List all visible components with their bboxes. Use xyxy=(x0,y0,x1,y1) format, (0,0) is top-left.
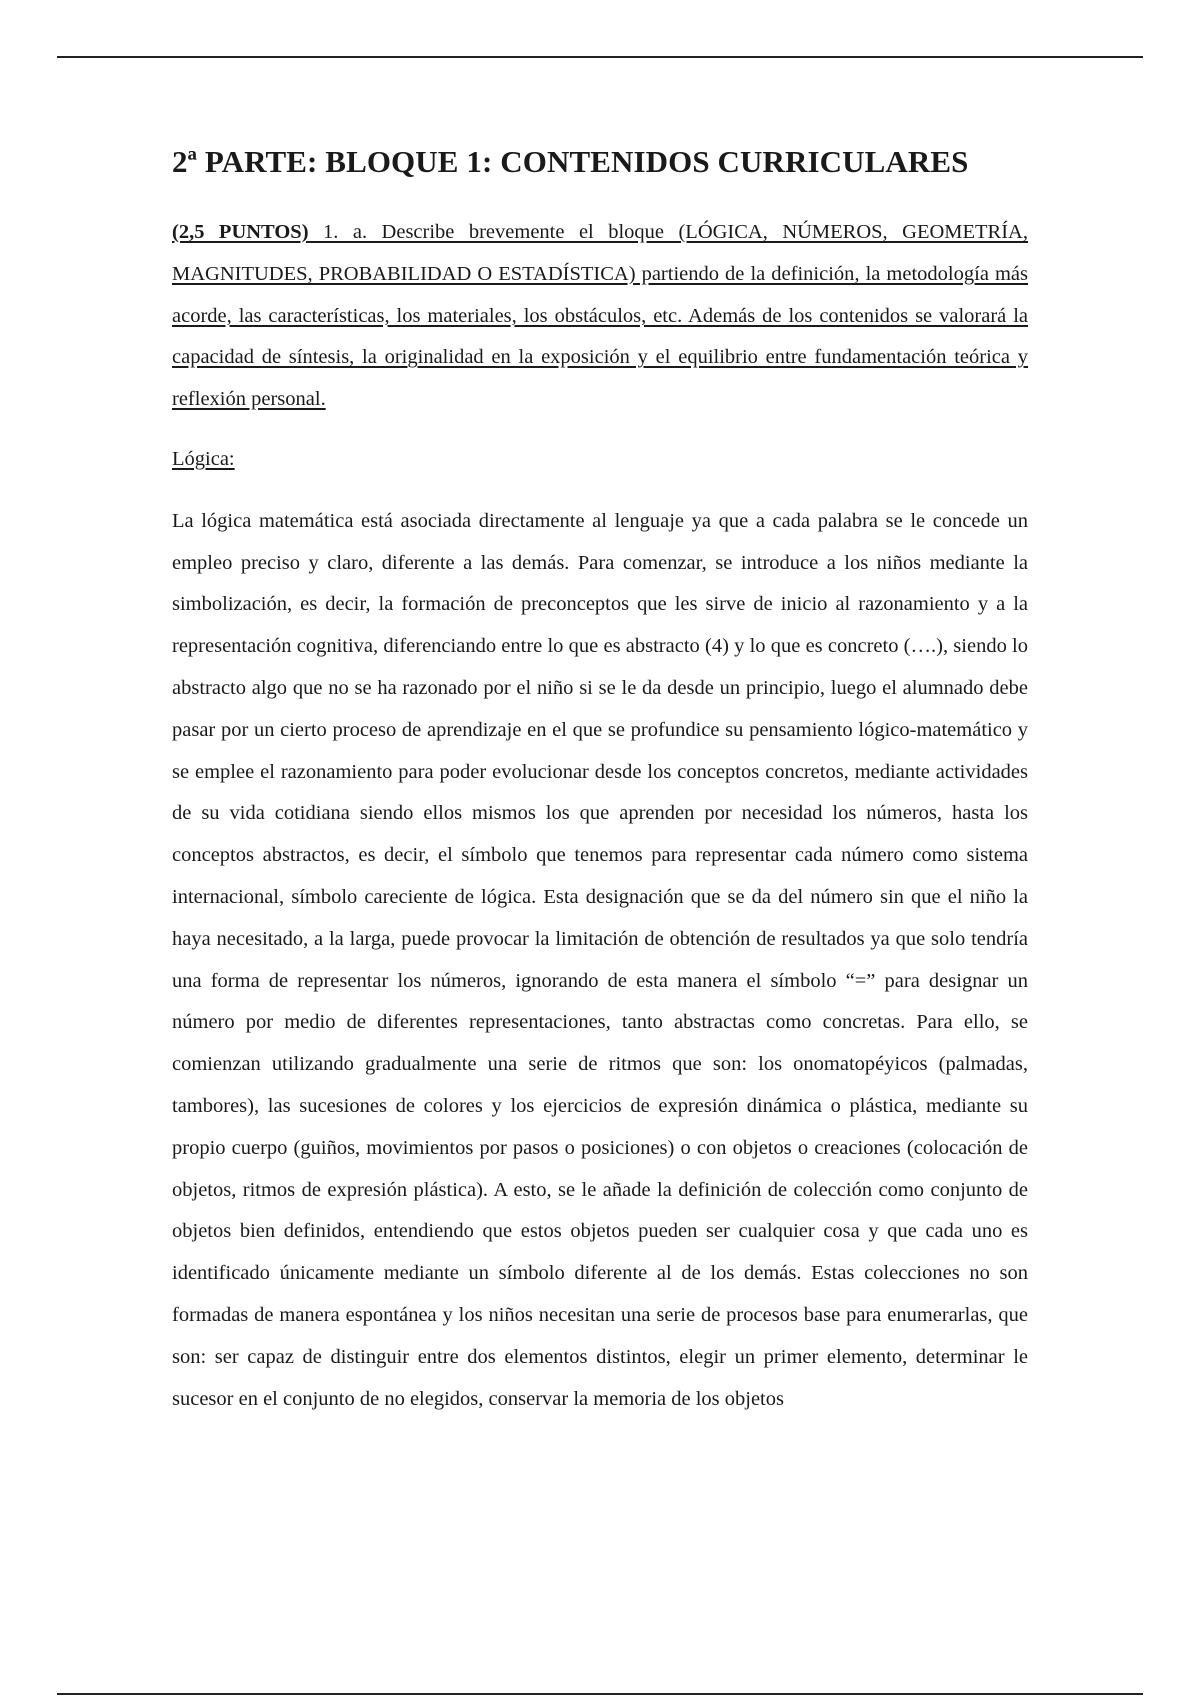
question-points: (2,5 PUNTOS) xyxy=(172,221,309,243)
section-heading-logica: Lógica: xyxy=(172,447,235,470)
page-content xyxy=(172,138,1028,1420)
question-prompt xyxy=(172,212,1028,421)
page-title: 2ª PARTE: BLOQUE 1: CONTENIDOS CURRICULARES xyxy=(172,144,969,179)
top-rule xyxy=(57,56,1143,58)
question-text: 1. a. Describe brevemente el bloque (LÓGICA, NÚMEROS, GEOMETRÍA, MAGNITUDES, PROBABILIDAD O ESTADÍSTICA) partiendo de la definición, la metodología más acorde, las características, los materiales, los obstáculos, etc. Además de los contenidos se valorará la capacidad de síntesis, la originalidad en la exposición y el equilibrio entre fundamentación teórica y reflexión personal. xyxy=(172,221,1028,411)
bottom-rule xyxy=(57,1693,1143,1695)
body-paragraph: La lógica matemática está asociada directamente al lenguaje ya que a cada palabra se le concede un empleo preciso y claro, diferente a las demás. Para comenzar, se introduce a los niños mediante la simbolización, es decir, la formación de preconceptos que les sirve de inicio al razonamiento y a la representación cognitiva, diferenciando entre lo que es abstracto (4) y lo que es concreto (….), siendo lo abstracto algo que no se ha razonado por el niño si se le da desde un principio, luego el alumnado debe pasar por un cierto proceso de aprendizaje en el que se profundice su pensamiento lógico-matemático y se emplee el razonamiento para poder evolucionar desde los conceptos concretos, mediante actividades de su vida cotidiana siendo ellos mismos los que aprenden por necesidad los números, hasta los conceptos abstractos, es decir, el símbolo que tenemos para representar cada número como sistema internacional, símbolo careciente de lógica. Esta designación que se da del número sin que el niño la haya necesitado, a la larga, puede provocar la limitación de obtención de resultados ya que solo tendría una forma de representar los números, ignorando de esta manera el símbolo “=” para designar un número por medio de diferentes representaciones, tanto abstractas como concretas. Para ello, se comienzan utilizando gradualmente una serie de ritmos que son: los onomatopéyicos (palmadas, tambores), las sucesiones de colores y los ejercicios de expresión dinámica o plástica, mediante su propio cuerpo (guiños, movimientos por pasos o posiciones) o con objetos o creaciones (colocación de objetos, ritmos de expresión plástica). A esto, se le añade la definición de colección como conjunto de objetos bien definidos, entendiendo que estos objetos pueden ser cualquier cosa y que cada uno es identificado únicamente mediante un símbolo diferente al de los demás. Estas colecciones no son formadas de manera espontánea y los niños necesitan una serie de procesos base para enumerarlas, que son: ser capaz de distinguir entre dos elementos distintos, elegir un primer elemento, determinar le sucesor en el conjunto de no elegidos, conservar la memoria de los objetos xyxy=(172,509,1028,1410)
